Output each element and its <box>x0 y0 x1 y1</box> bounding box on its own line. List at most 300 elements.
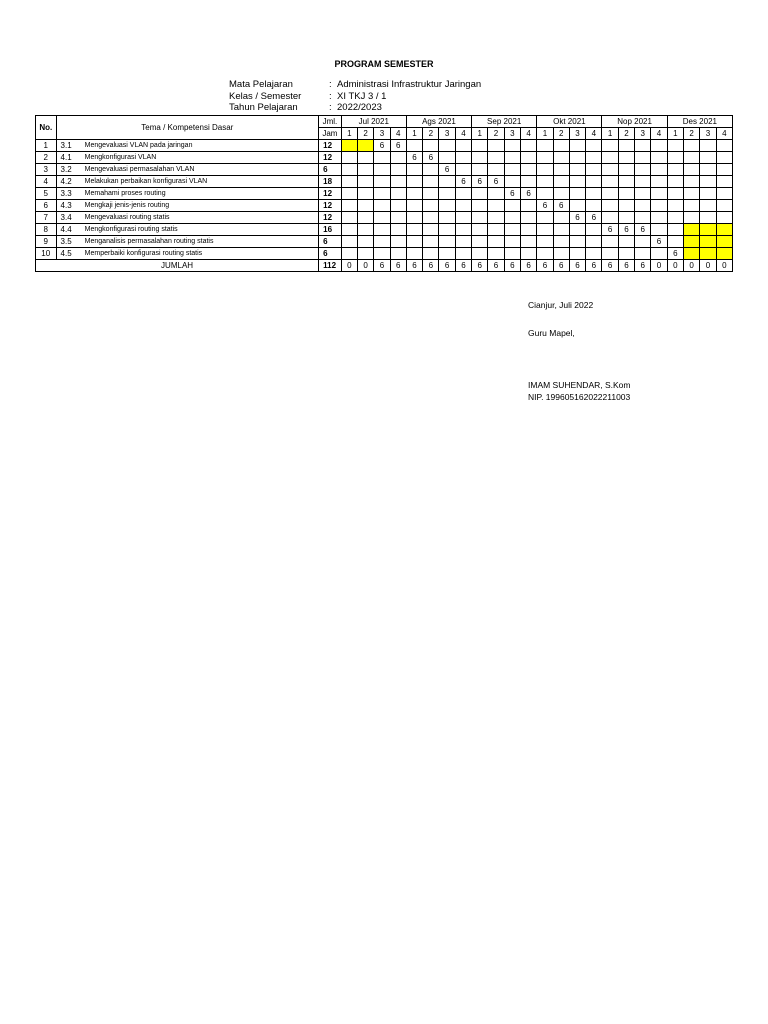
week-cell <box>651 188 667 200</box>
meta-value: 2022/2023 <box>337 102 382 113</box>
week-cell <box>390 212 406 224</box>
week-cell: 6 <box>586 212 602 224</box>
week-cell <box>439 236 455 248</box>
week-cell <box>716 176 732 188</box>
table-row <box>36 212 733 224</box>
week-cell <box>586 236 602 248</box>
row-code: 3.3 <box>56 188 83 200</box>
week-cell <box>569 236 585 248</box>
total-cell: 6 <box>520 260 536 272</box>
total-cell: 0 <box>683 260 699 272</box>
meta-label: Mata Pelajaran <box>229 79 293 90</box>
row-jam: 18 <box>319 176 342 188</box>
week-cell <box>504 224 520 236</box>
week-cell <box>455 212 471 224</box>
week-header: 1 <box>341 128 357 140</box>
week-cell <box>586 224 602 236</box>
table-row <box>36 224 733 236</box>
month-header: Sep 2021 <box>472 116 537 128</box>
row-topic: Melakukan perbaikan konfigurasi VLAN <box>83 176 319 188</box>
row-number: 2 <box>36 152 57 164</box>
total-cell: 6 <box>618 260 634 272</box>
week-cell <box>569 176 585 188</box>
week-cell <box>553 248 569 260</box>
week-cell: 6 <box>488 176 504 188</box>
schedule-table <box>35 115 733 272</box>
week-cell <box>700 164 716 176</box>
table-row <box>36 200 733 212</box>
week-cell <box>651 200 667 212</box>
week-cell <box>504 164 520 176</box>
week-cell <box>667 224 683 236</box>
week-cell <box>341 152 357 164</box>
week-cell <box>341 164 357 176</box>
week-cell <box>537 212 553 224</box>
week-cell <box>488 164 504 176</box>
week-cell <box>602 164 618 176</box>
row-topic: Mengkaji jenis-jenis routing <box>83 200 319 212</box>
week-cell <box>341 236 357 248</box>
week-cell <box>569 200 585 212</box>
row-number: 1 <box>36 140 57 152</box>
week-cell <box>700 152 716 164</box>
week-cell <box>520 164 536 176</box>
week-cell <box>553 212 569 224</box>
week-cell <box>423 224 439 236</box>
total-cell: 6 <box>537 260 553 272</box>
week-cell <box>700 188 716 200</box>
week-cell <box>586 140 602 152</box>
week-cell <box>357 188 373 200</box>
week-cell <box>406 188 422 200</box>
row-topic: Menganalisis permasalahan routing statis <box>83 236 319 248</box>
week-cell <box>472 152 488 164</box>
total-cell: 6 <box>390 260 406 272</box>
week-cell <box>341 212 357 224</box>
row-code: 4.5 <box>56 248 83 260</box>
week-cell <box>537 152 553 164</box>
week-cell <box>651 176 667 188</box>
row-jam: 12 <box>319 188 342 200</box>
week-cell <box>635 248 651 260</box>
week-cell: 6 <box>569 212 585 224</box>
signature-name: IMAM SUHENDAR, S.Kom <box>528 380 631 390</box>
week-cell <box>390 152 406 164</box>
row-number: 6 <box>36 200 57 212</box>
week-cell <box>455 164 471 176</box>
week-cell <box>602 152 618 164</box>
week-cell: 6 <box>390 140 406 152</box>
document-title: PROGRAM SEMESTER <box>334 59 434 69</box>
week-cell <box>569 224 585 236</box>
week-cell <box>520 212 536 224</box>
row-code: 4.4 <box>56 224 83 236</box>
week-cell <box>553 176 569 188</box>
meta-value: Administrasi Infrastruktur Jaringan <box>337 79 482 90</box>
week-cell <box>423 176 439 188</box>
week-cell <box>537 248 553 260</box>
week-cell <box>635 200 651 212</box>
week-cell: 6 <box>520 188 536 200</box>
meta-row-class <box>229 91 481 103</box>
week-header: 1 <box>602 128 618 140</box>
table-row <box>36 248 733 260</box>
week-cell <box>635 236 651 248</box>
week-cell <box>423 200 439 212</box>
week-cell: 6 <box>472 176 488 188</box>
row-topic: Memperbaiki konfigurasi routing statis <box>83 248 319 260</box>
row-topic: Memahami proses routing <box>83 188 319 200</box>
week-header: 2 <box>488 128 504 140</box>
week-cell <box>488 248 504 260</box>
week-cell <box>667 140 683 152</box>
total-cell: 0 <box>667 260 683 272</box>
row-jam: 12 <box>319 152 342 164</box>
week-cell <box>472 188 488 200</box>
week-cell <box>586 164 602 176</box>
week-cell <box>357 164 373 176</box>
meta-label: Kelas / Semester <box>229 90 302 102</box>
row-jam: 12 <box>319 140 342 152</box>
week-cell <box>504 212 520 224</box>
meta-label: Tahun Pelajaran <box>229 102 298 113</box>
week-cell <box>357 140 373 152</box>
week-cell <box>488 212 504 224</box>
week-cell <box>602 236 618 248</box>
week-cell <box>357 248 373 260</box>
week-cell <box>520 200 536 212</box>
week-cell <box>357 224 373 236</box>
week-cell <box>341 200 357 212</box>
week-cell <box>341 176 357 188</box>
week-cell <box>472 212 488 224</box>
week-cell: 6 <box>504 188 520 200</box>
total-cell: 6 <box>504 260 520 272</box>
week-cell <box>569 188 585 200</box>
week-cell <box>635 212 651 224</box>
week-cell <box>635 140 651 152</box>
week-cell <box>357 176 373 188</box>
week-cell <box>716 152 732 164</box>
week-cell <box>357 200 373 212</box>
week-cell <box>618 140 634 152</box>
week-cell <box>341 140 357 152</box>
week-cell <box>618 236 634 248</box>
week-cell <box>716 212 732 224</box>
week-cell <box>488 224 504 236</box>
week-cell <box>520 248 536 260</box>
row-topic: Mengevaluasi routing statis <box>83 212 319 224</box>
week-cell <box>683 176 699 188</box>
week-cell: 6 <box>537 200 553 212</box>
row-code: 4.3 <box>56 200 83 212</box>
month-header: Okt 2021 <box>537 116 602 128</box>
meta-row-subject <box>229 79 481 91</box>
week-header: 3 <box>635 128 651 140</box>
week-cell <box>569 248 585 260</box>
week-cell <box>553 188 569 200</box>
month-header: Ags 2021 <box>406 116 471 128</box>
week-cell <box>357 152 373 164</box>
week-cell <box>683 188 699 200</box>
week-cell <box>504 200 520 212</box>
week-cell <box>504 236 520 248</box>
week-cell: 6 <box>455 176 471 188</box>
row-code: 4.2 <box>56 176 83 188</box>
week-cell <box>618 164 634 176</box>
week-cell <box>716 248 732 260</box>
week-cell <box>472 224 488 236</box>
week-cell <box>374 224 390 236</box>
week-cell <box>667 188 683 200</box>
total-cell: 6 <box>488 260 504 272</box>
table-row <box>36 164 733 176</box>
week-header: 1 <box>406 128 422 140</box>
week-cell <box>618 152 634 164</box>
row-number: 7 <box>36 212 57 224</box>
week-cell <box>537 140 553 152</box>
table-row <box>36 176 733 188</box>
col-header-tema: Tema / Kompetensi Dasar <box>56 116 319 140</box>
total-cell: 6 <box>472 260 488 272</box>
week-cell <box>423 212 439 224</box>
total-jam: 112 <box>319 260 342 272</box>
week-cell <box>423 164 439 176</box>
total-cell: 6 <box>553 260 569 272</box>
week-cell <box>586 152 602 164</box>
total-cell: 0 <box>651 260 667 272</box>
row-code: 3.1 <box>56 140 83 152</box>
week-cell <box>455 188 471 200</box>
week-cell <box>504 248 520 260</box>
week-cell <box>553 152 569 164</box>
week-cell <box>537 224 553 236</box>
week-cell <box>586 248 602 260</box>
header-row-months <box>36 116 733 128</box>
week-cell <box>667 212 683 224</box>
week-cell <box>618 188 634 200</box>
week-cell <box>635 176 651 188</box>
row-topic: Mengkonfigurasi VLAN <box>83 152 319 164</box>
week-cell <box>455 248 471 260</box>
week-header: 4 <box>716 128 732 140</box>
week-cell: 6 <box>374 140 390 152</box>
week-cell <box>439 152 455 164</box>
week-cell <box>569 152 585 164</box>
week-cell <box>667 164 683 176</box>
week-cell <box>406 248 422 260</box>
week-cell <box>618 248 634 260</box>
row-number: 3 <box>36 164 57 176</box>
total-cell: 0 <box>341 260 357 272</box>
week-cell <box>488 236 504 248</box>
week-cell <box>390 248 406 260</box>
week-cell <box>651 248 667 260</box>
row-code: 3.5 <box>56 236 83 248</box>
week-cell <box>520 236 536 248</box>
week-cell <box>472 164 488 176</box>
week-cell <box>716 236 732 248</box>
week-cell <box>651 212 667 224</box>
week-cell <box>439 224 455 236</box>
week-cell <box>406 140 422 152</box>
week-cell <box>651 152 667 164</box>
week-header: 4 <box>586 128 602 140</box>
week-header: 3 <box>504 128 520 140</box>
week-cell <box>683 200 699 212</box>
week-cell <box>504 152 520 164</box>
week-cell <box>700 212 716 224</box>
row-number: 8 <box>36 224 57 236</box>
week-cell <box>374 200 390 212</box>
week-cell <box>553 224 569 236</box>
meta-block <box>229 79 481 114</box>
week-cell <box>374 164 390 176</box>
week-cell <box>455 152 471 164</box>
week-header: 2 <box>683 128 699 140</box>
total-cell: 6 <box>406 260 422 272</box>
week-cell <box>455 140 471 152</box>
week-cell <box>569 164 585 176</box>
total-cell: 0 <box>357 260 373 272</box>
week-cell <box>716 164 732 176</box>
week-cell <box>602 176 618 188</box>
week-cell <box>683 236 699 248</box>
week-cell <box>455 224 471 236</box>
week-cell <box>618 176 634 188</box>
week-cell: 6 <box>618 224 634 236</box>
week-cell <box>439 212 455 224</box>
week-cell <box>439 188 455 200</box>
week-cell <box>390 200 406 212</box>
week-cell <box>553 236 569 248</box>
week-cell <box>488 140 504 152</box>
week-header: 2 <box>553 128 569 140</box>
week-cell <box>700 236 716 248</box>
row-number: 4 <box>36 176 57 188</box>
table-row <box>36 188 733 200</box>
week-cell <box>602 200 618 212</box>
week-cell <box>700 176 716 188</box>
col-header-jml: Jml. <box>319 116 342 128</box>
total-cell: 6 <box>455 260 471 272</box>
week-cell <box>602 248 618 260</box>
meta-colon: : <box>329 79 332 90</box>
total-cell: 6 <box>586 260 602 272</box>
week-cell <box>472 140 488 152</box>
week-header: 4 <box>390 128 406 140</box>
week-cell <box>716 140 732 152</box>
week-header: 4 <box>520 128 536 140</box>
week-cell <box>423 248 439 260</box>
week-cell <box>667 200 683 212</box>
week-cell <box>520 224 536 236</box>
week-cell <box>683 152 699 164</box>
week-cell <box>390 236 406 248</box>
week-header: 1 <box>667 128 683 140</box>
week-cell <box>586 188 602 200</box>
table-row <box>36 152 733 164</box>
total-cell: 0 <box>700 260 716 272</box>
week-cell <box>406 236 422 248</box>
total-cell: 6 <box>602 260 618 272</box>
week-cell <box>700 224 716 236</box>
row-jam: 12 <box>319 200 342 212</box>
week-cell <box>390 176 406 188</box>
week-cell <box>700 248 716 260</box>
week-cell <box>390 224 406 236</box>
week-cell: 6 <box>423 152 439 164</box>
week-cell <box>716 200 732 212</box>
week-cell <box>390 188 406 200</box>
week-cell <box>520 176 536 188</box>
meta-colon: : <box>329 102 332 113</box>
week-header: 2 <box>423 128 439 140</box>
week-cell <box>683 212 699 224</box>
week-cell <box>700 200 716 212</box>
week-cell <box>651 164 667 176</box>
row-jam: 6 <box>319 248 342 260</box>
week-cell <box>374 188 390 200</box>
week-cell <box>406 164 422 176</box>
week-cell <box>374 212 390 224</box>
week-cell <box>602 140 618 152</box>
week-cell <box>488 152 504 164</box>
week-cell <box>439 248 455 260</box>
week-cell <box>357 236 373 248</box>
week-cell <box>667 152 683 164</box>
week-cell <box>423 188 439 200</box>
week-cell <box>439 176 455 188</box>
week-cell <box>472 248 488 260</box>
week-cell <box>341 188 357 200</box>
week-cell <box>651 140 667 152</box>
week-cell <box>374 248 390 260</box>
week-header: 2 <box>618 128 634 140</box>
row-code: 4.1 <box>56 152 83 164</box>
row-jam: 16 <box>319 224 342 236</box>
week-cell <box>716 224 732 236</box>
week-cell <box>537 188 553 200</box>
week-header: 4 <box>455 128 471 140</box>
week-cell <box>504 140 520 152</box>
week-cell: 6 <box>667 248 683 260</box>
row-jam: 6 <box>319 236 342 248</box>
week-cell: 6 <box>439 164 455 176</box>
meta-colon: : <box>329 90 332 102</box>
week-cell <box>374 236 390 248</box>
week-cell <box>423 236 439 248</box>
signature-nip: NIP. 199605162022211003 <box>528 392 631 402</box>
row-number: 9 <box>36 236 57 248</box>
week-cell <box>635 152 651 164</box>
week-cell <box>618 200 634 212</box>
week-cell <box>520 140 536 152</box>
week-cell <box>537 164 553 176</box>
week-header: 3 <box>700 128 716 140</box>
meta-value: XI TKJ 3 / 1 <box>337 90 387 102</box>
week-cell <box>569 140 585 152</box>
week-cell <box>618 212 634 224</box>
month-header: Nop 2021 <box>602 116 667 128</box>
week-cell <box>472 200 488 212</box>
total-label: JUMLAH <box>36 260 319 272</box>
week-header: 3 <box>569 128 585 140</box>
week-cell <box>406 200 422 212</box>
week-cell <box>667 176 683 188</box>
week-cell <box>374 152 390 164</box>
week-header: 4 <box>651 128 667 140</box>
